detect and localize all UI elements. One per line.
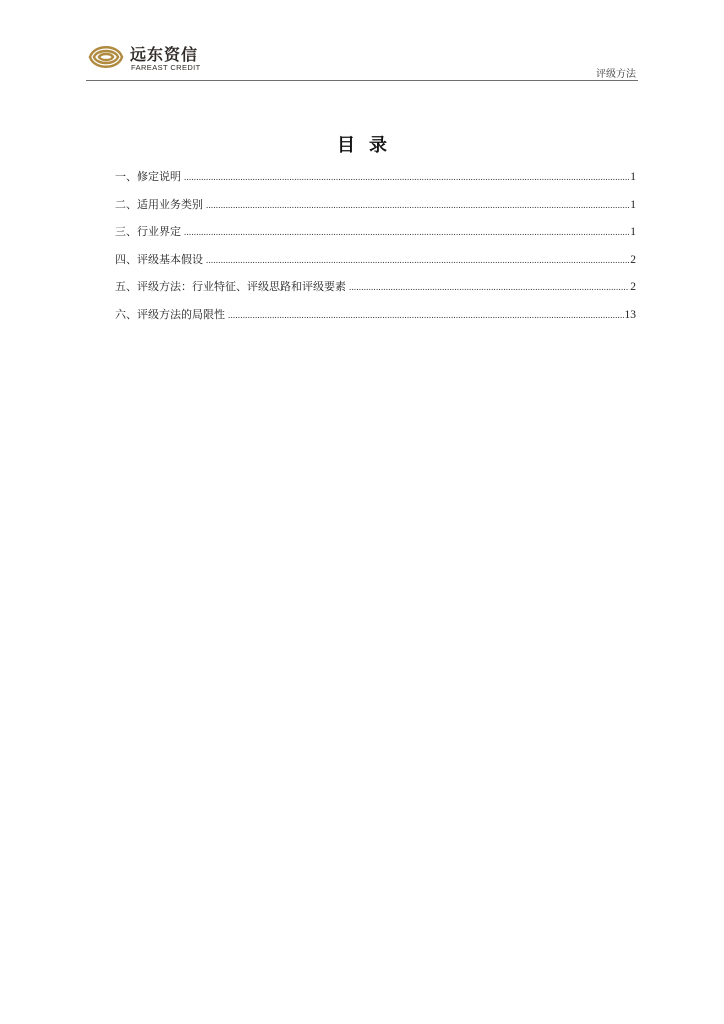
toc-entry[interactable] [115,278,636,306]
toc-entry-page: 1 [630,198,636,211]
company-logo [86,40,246,74]
table-of-contents [115,168,636,334]
toc-entry-label: 一、修定说明 [115,170,181,183]
toc-entry-page: 1 [630,226,636,239]
logo-english-name: FAREAST CREDIT [131,63,201,72]
toc-leader-dots [206,252,629,269]
toc-leader-dots [206,197,629,214]
logo-chinese-name: 远东资信 [130,45,199,64]
toc-entry-label: 三、行业界定 [115,225,181,239]
toc-leader-dots [228,307,624,324]
toc-entry[interactable] [115,168,636,196]
toc-entry[interactable] [115,223,636,251]
toc-entry[interactable] [115,251,636,279]
toc-entry-label: 六、评级方法的局限性 [115,307,225,321]
toc-leader-dots [184,169,629,186]
toc-entry-page: 1 [630,171,636,183]
toc-entry[interactable] [115,306,636,334]
toc-entry-page: 13 [624,308,636,321]
header-divider [86,80,638,81]
toc-entry-page: 2 [630,253,636,266]
toc-entry-label: 四、评级基本假设 [115,252,203,266]
toc-entry-page: 2 [630,281,636,294]
header-section-label: 评级方法 [596,69,636,80]
toc-entry[interactable] [115,196,636,224]
toc-title: 目录 [337,135,401,156]
toc-entry-label: 二、适用业务类别 [115,197,203,211]
fareast-logo-icon [86,40,126,74]
page-header [86,38,638,82]
toc-leader-dots [184,224,629,241]
toc-leader-dots [349,279,629,296]
toc-entry-label: 五、评级方法：行业特征、评级思路和评级要素 [115,280,346,294]
